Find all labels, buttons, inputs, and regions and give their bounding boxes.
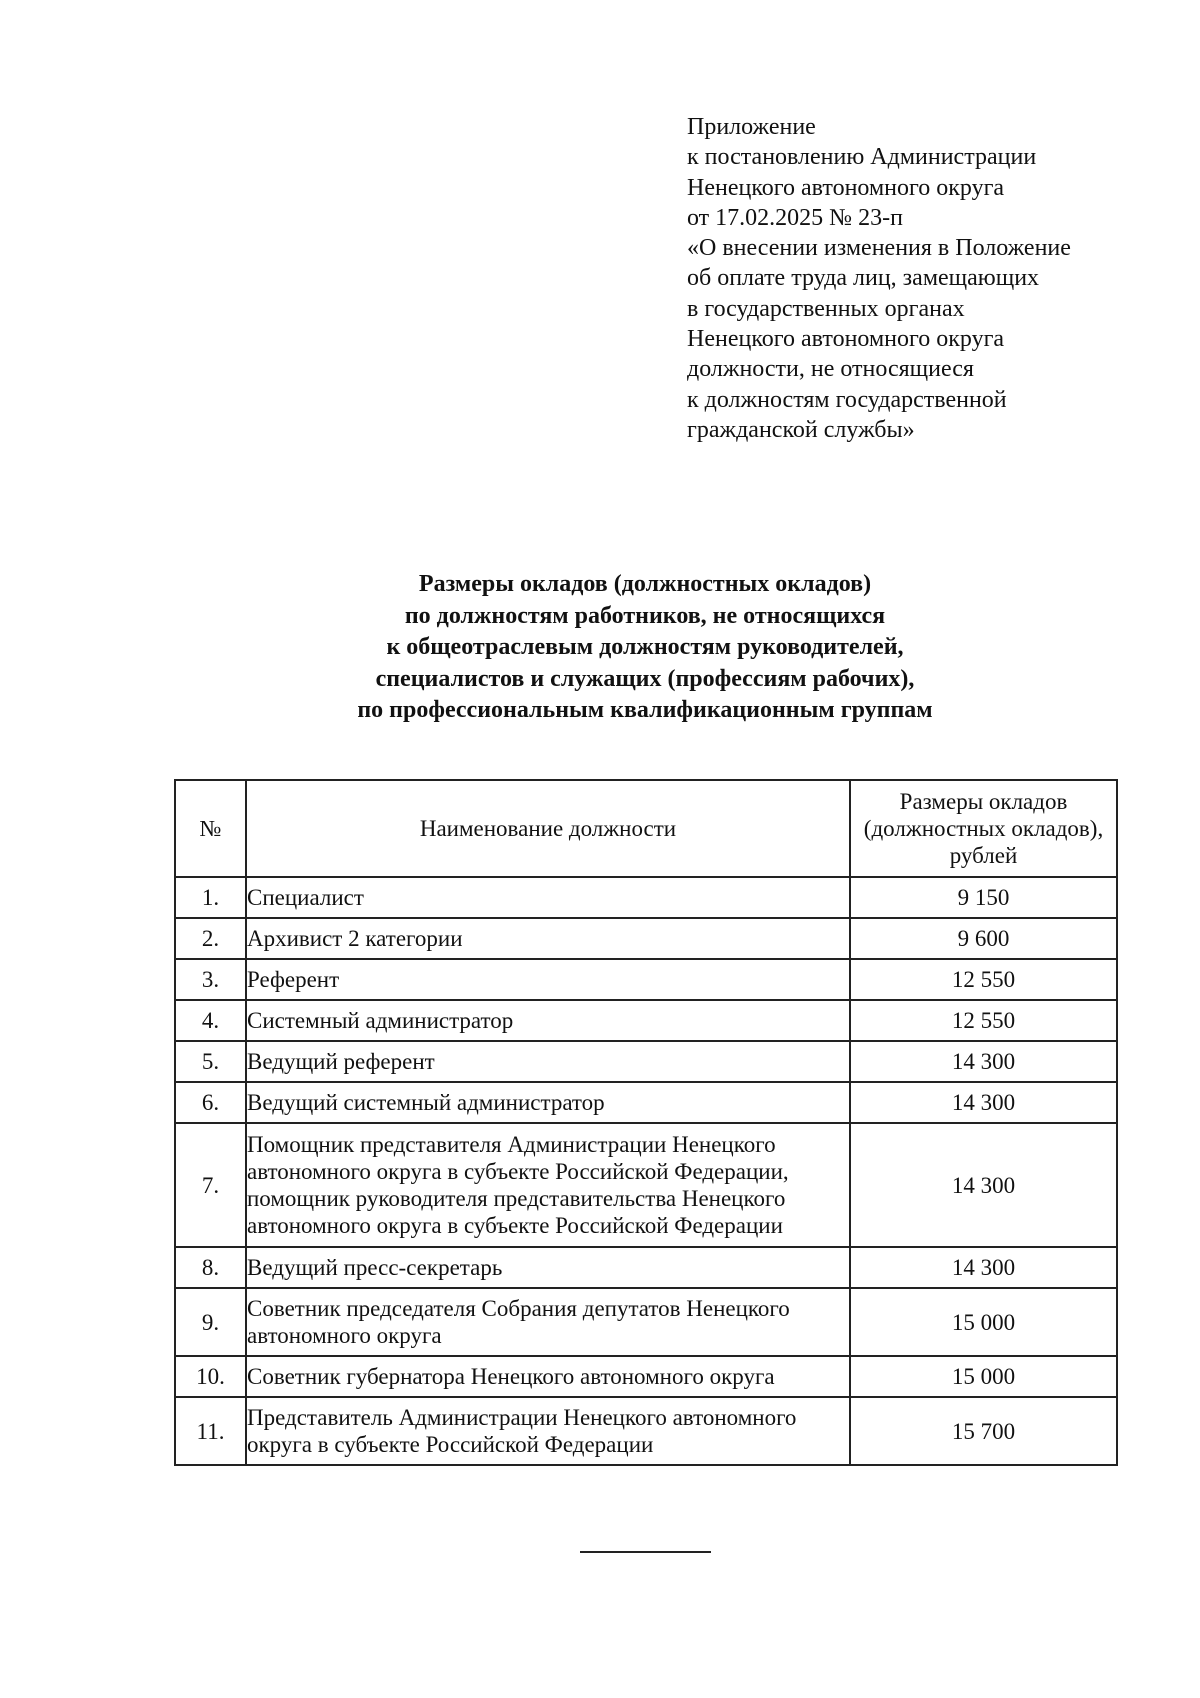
position-name-line: автономного округа в субъекте Российской Федерации, [247, 1159, 789, 1184]
row-position-name [246, 959, 850, 1000]
header-salary-line: (должностных окладов), [863, 816, 1104, 841]
position-name-line: Представитель Администрации Ненецкого автономного [247, 1405, 797, 1430]
position-name-line: помощник руководителя представительства Ненецкого [247, 1186, 786, 1211]
row-number: 3. [175, 959, 246, 1000]
annex-line: Ненецкого автономного округа [687, 326, 1005, 353]
header-salary-line: рублей [949, 843, 1018, 868]
title-line: специалистов и служащих (профессиям рабочих), [375, 665, 915, 692]
salary-table [174, 779, 1118, 1466]
table-row [175, 1082, 1117, 1123]
row-number: 6. [175, 1082, 246, 1123]
row-position-name [246, 1288, 850, 1356]
annex-line: об оплате труда лиц, замещающих [687, 265, 1040, 292]
row-position-name [246, 1123, 850, 1247]
table-row [175, 1041, 1117, 1082]
title-line: по должностям работников, не относящихся [404, 602, 886, 629]
row-salary: 15 700 [850, 1397, 1117, 1465]
annex-line: от 17.02.2025 № 23-п [687, 204, 903, 231]
annex-line: должности, не относящиеся [687, 356, 974, 383]
row-position-name [246, 1397, 850, 1465]
row-position-name [246, 1000, 850, 1041]
position-name-line: Ведущий системный администратор [247, 1090, 605, 1115]
position-name-line: Референт [247, 967, 340, 992]
table-row [175, 1288, 1117, 1356]
position-name-line: Советник губернатора Ненецкого автономного округа [247, 1364, 775, 1389]
title-line: к общеотраслевым должностям руководителей, [386, 634, 904, 660]
row-number: 10. [175, 1356, 246, 1397]
table-row [175, 1247, 1117, 1288]
row-number: 7. [175, 1123, 246, 1247]
table-row [175, 1123, 1117, 1247]
position-name-line: Советник председателя Собрания депутатов Ненецкого [247, 1296, 790, 1321]
annex-line: в государственных органах [687, 295, 965, 322]
annex-line: Приложение [687, 114, 816, 140]
position-name-line: автономного округа в субъекте Российской Федерации [247, 1213, 783, 1238]
row-salary: 12 550 [850, 1000, 1117, 1041]
row-number: 1. [175, 877, 246, 918]
title-line: Размеры окладов (должностных окладов) [418, 571, 872, 597]
row-position-name [246, 1356, 850, 1397]
annex-line: «О внесении изменения в Положение [687, 235, 1071, 262]
table-header-row [175, 780, 1117, 877]
title-line: по профессиональным квалификационным группам [357, 697, 933, 723]
header-salary-size [850, 780, 1117, 877]
row-salary: 9 600 [850, 918, 1117, 959]
annex-block [687, 112, 1167, 445]
row-salary: 14 300 [850, 1123, 1117, 1247]
row-number: 9. [175, 1288, 246, 1356]
row-salary: 12 550 [850, 959, 1117, 1000]
row-salary: 9 150 [850, 877, 1117, 918]
row-salary: 14 300 [850, 1247, 1117, 1288]
row-number: 4. [175, 1000, 246, 1041]
row-salary: 14 300 [850, 1041, 1117, 1082]
annex-line: Ненецкого автономного округа [687, 174, 1005, 201]
row-number: 2. [175, 918, 246, 959]
position-name-line: автономного округа [247, 1323, 442, 1348]
header-number: № [175, 780, 246, 877]
table-row [175, 1000, 1117, 1041]
position-name-line: Архивист 2 категории [247, 926, 463, 951]
row-salary: 15 000 [850, 1288, 1117, 1356]
annex-line: гражданской службы» [687, 416, 915, 443]
end-separator-line [580, 1551, 711, 1553]
position-name-line: Ведущий референт [247, 1049, 435, 1074]
table-row [175, 1356, 1117, 1397]
row-position-name [246, 1082, 850, 1123]
position-name-line: Системный администратор [247, 1008, 514, 1033]
row-position-name [246, 918, 850, 959]
table-row [175, 1397, 1117, 1465]
row-number: 11. [175, 1397, 246, 1465]
row-position-name [246, 877, 850, 918]
table-row [175, 959, 1117, 1000]
row-salary: 15 000 [850, 1356, 1117, 1397]
position-name-line: Помощник представителя Администрации Ненецкого [247, 1132, 776, 1157]
position-name-line: Специалист [247, 885, 364, 910]
row-position-name [246, 1041, 850, 1082]
row-position-name [246, 1247, 850, 1288]
header-position-name: Наименование должности [246, 780, 850, 877]
document-title [0, 569, 1200, 727]
header-salary-line: Размеры окладов [899, 789, 1068, 814]
row-number: 8. [175, 1247, 246, 1288]
annex-line: к должностям государственной [687, 386, 1007, 413]
table-row [175, 877, 1117, 918]
table-row [175, 918, 1117, 959]
annex-line: к постановлению Администрации [687, 144, 1037, 171]
row-number: 5. [175, 1041, 246, 1082]
row-salary: 14 300 [850, 1082, 1117, 1123]
position-name-line: Ведущий пресс-секретарь [247, 1255, 503, 1280]
position-name-line: округа в субъекте Российской Федерации [247, 1432, 654, 1457]
